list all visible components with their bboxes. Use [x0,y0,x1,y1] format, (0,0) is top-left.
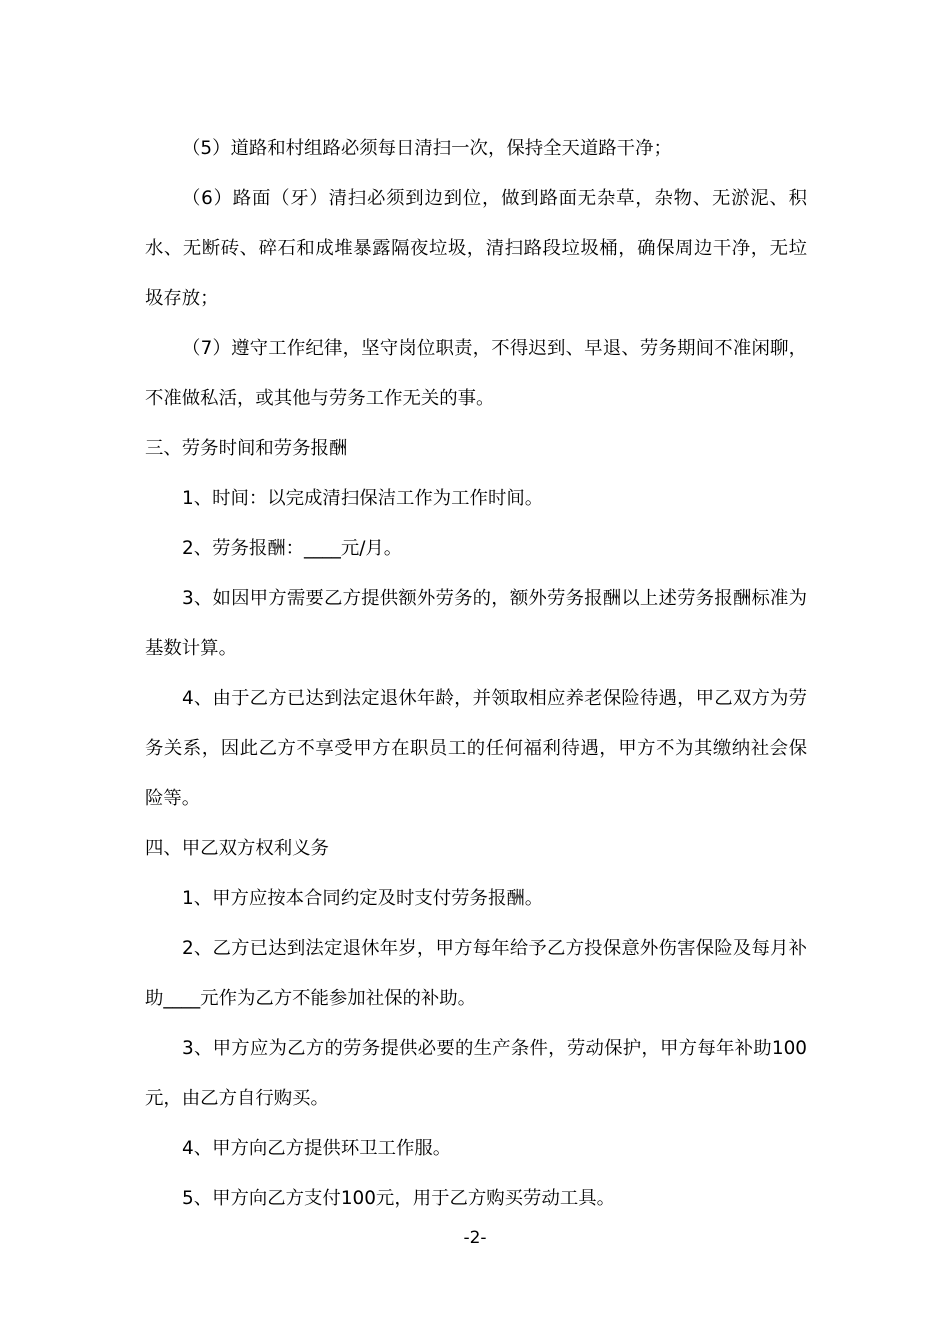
paragraph-item-5: （5）道路和村组路必须每日清扫一次，保持全天道路干净； [182,138,672,159]
paragraph-time: 1、时间：以完成清扫保洁工作为工作时间。 [182,488,544,509]
document-body [145,124,807,1224]
paragraph-item-7: （7）遵守工作纪律，坚守岗位职责，不得迟到、早退、劳务期间不准闲聊，不准做私活，或其他与劳务工作无关的事。 [145,338,807,409]
paragraph-tools: 5、甲方向乙方支付100元，用于乙方购买劳动工具。 [182,1188,616,1209]
section-heading-4: 四、甲乙双方权利义务 [145,838,329,859]
paragraph-remuneration: 2、劳务报酬：____元/月。 [182,538,403,559]
paragraph-retirement: 4、由于乙方已达到法定退休年龄，并领取相应养老保险待遇，甲乙双方为劳务关系，因此乙方不享受甲方在职员工的任何福利待遇，甲方不为其缴纳社会保险等。 [145,688,807,809]
paragraph-protection: 3、甲方应为乙方的劳务提供必要的生产条件，劳动保护，甲方每年补助100元，由乙方自行购买。 [145,1038,807,1109]
section-heading-3: 三、劳务时间和劳务报酬 [145,438,348,459]
paragraph-uniform: 4、甲方向乙方提供环卫工作服。 [182,1138,452,1159]
page-number: -2- [463,1228,487,1248]
paragraph-payment: 1、甲方应按本合同约定及时支付劳务报酬。 [182,888,544,909]
paragraph-insurance: 2、乙方已达到法定退休年岁，甲方每年给予乙方投保意外伤害保险及每月补助____元作为乙方不能参加社保的补助。 [145,938,807,1009]
paragraph-extra-labor: 3、如因甲方需要乙方提供额外劳务的，额外劳务报酬以上述劳务报酬标准为基数计算。 [145,588,807,659]
paragraph-item-6: （6）路面（牙）清扫必须到边到位，做到路面无杂草，杂物、无淤泥、积水、无断砖、碎石和成堆暴露隔夜垃圾，清扫路段垃圾桶，确保周边干净，无垃圾存放； [145,188,807,309]
